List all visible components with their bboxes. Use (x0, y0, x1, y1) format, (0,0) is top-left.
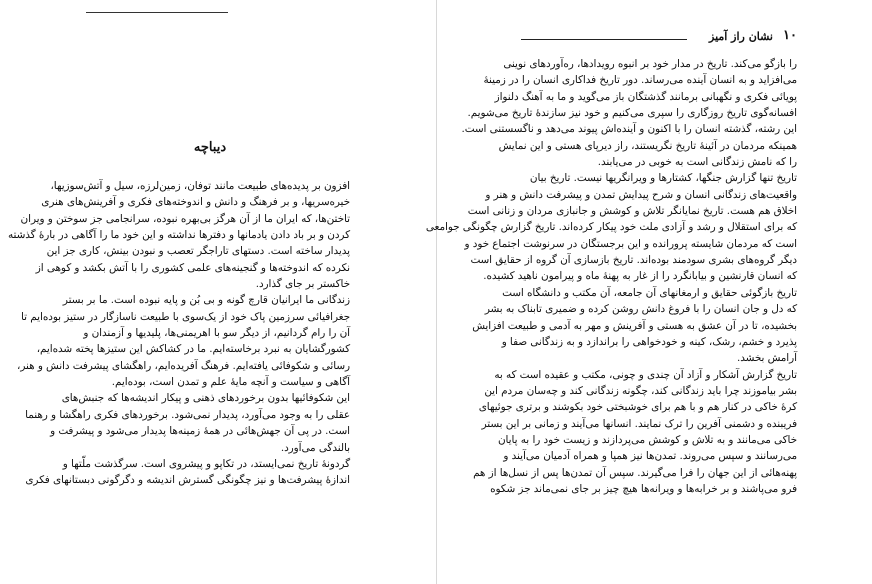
text-line: واقعیت‌های زندگانی انسان و شرح پیدایش تمدن و پیشرفت دانش و هنر و (485, 188, 797, 201)
text-line: همینکه مردمان در آئینهٔ تاریخ نگریستند، راز دیرپای هستی و این نمایش (498, 139, 797, 152)
left-body-text (8, 178, 350, 489)
text-line: را بازگو می‌کند. تاریخ در مدار خود بر انبوه رویدادها، ره‌آوردهای نوینی (503, 58, 797, 70)
text-line: دیگر گروه‌های بشری سودمند بوده‌اند. تاریخ بازسازی آن گروه از حقایق است (470, 254, 797, 267)
text-line: که برای استقلال و رشد و آزادی ملت خود پیکار کرده‌اند. تاریخ گزارش چگونگی جوامعی (425, 221, 797, 234)
text-line: خاکی می‌مانند و به تلاش و کوشش می‌پردازند و زیست خود را به پایان (497, 433, 797, 446)
text-line: تاریخ تنها گزارش جنگها، کشتارها و ویرانگریها نیست. تاریخ بیان (529, 172, 797, 185)
right-body-text (425, 56, 797, 497)
text-line: نکرده که اندوخته‌ها و گنجینه‌های علمی کشوری را با آتش بکشد و کوهی از (35, 261, 350, 274)
text-line: پذیرد و خشم، رشک، کینه و خودخواهی را براندازد و به زندگانی صفا و (501, 335, 797, 348)
text-line: کرهٔ خاکی در کنار هم و با هم برای خوشبختی خود بکوشند و برتری جوئیهای (478, 401, 797, 414)
text-line: تاریخ گزارش آشکار و آزاد آن چندی و چونی، مکتب و عقیده است که به (494, 368, 797, 381)
text-line: بشر بیاموزند چرا باید زندگانی کند، چگونه زندگانی کند و چه‌سان مردم این (484, 384, 797, 397)
text-line: که دل و جان انسان را با فروغ دانش روشن کرده و ضمیری تابناک به بشر (484, 303, 797, 316)
text-line: افزون بر پدیده‌های طبیعت مانند توفان، زمین‌لرزه، سیل و آتش‌سوزیها، (50, 180, 350, 192)
text-line: زندگانی ما ایرانیان قارچ گونه و بی بُن و پایه نبوده است. ما بر بستر (62, 294, 350, 307)
running-head (521, 28, 797, 48)
text-line: کشورگشایان به نبرد برخاسته‌ایم. ما در کشاکش این ستیزها پخته شده‌ایم، (36, 343, 350, 356)
text-line: این رشته، گذشته انسان را با اکنون و آینده‌اش پیوند می‌دهد و ناگسستنی است. (461, 123, 797, 136)
text-line: آن را رام گردانیم، از دیگر سو با اهریمنی‌ها، پلیدیها و آزمندان و (83, 327, 350, 340)
text-line: رسائی و شکوفائی یافته‌ایم. فرهنگ آفریده‌ایم، راهگشای پیشرفت دانش و هنر، (17, 359, 350, 372)
text-line: تاختن‌ها، که ایران ما از آن هرگز بی‌بهره نبوده، سرانجامی جز سوختن و ویران (20, 212, 350, 225)
text-line: آرامش بخشد. (737, 352, 797, 365)
text-line: بالندگی می‌آورد. (280, 441, 350, 454)
text-line: افسانه‌گوی تاریخ روزگاری را سپری می‌کنیم و خود نیز سازندهٔ تاریخ می‌شویم. (467, 107, 797, 120)
text-line: است. در پی آن جهش‌هائی در همهٔ زمینه‌ها پدیدار می‌شود و پیشرفت و (50, 425, 350, 438)
text-line: فرو می‌پاشند و بر خرابه‌ها و ویرانه‌ها هیچ چیز بر جای نمی‌ماند جز شکوه (490, 482, 797, 495)
text-line: کردن و بر باد دادن یادمانها و دفترها نداشته و این خود ما را آگاهی در بارهٔ گذشته (8, 229, 350, 242)
text-line: پویائی فکری و نگهبانی برمانند گذشتگان باز می‌گوید و ما به آهنگ دلنواز (494, 90, 797, 103)
text-line: تاریخ بازگوئی حقایق و ارمغانهای آن جامعه، آن مکتب و دانشگاه است (502, 286, 797, 299)
text-line: که انسان قارنشین و بیابانگرد را از غار به پهنهٔ ماه و پیرامون ناهید کشیده. (483, 270, 797, 283)
text-line: است که مردمان شایسته پرورانده و این برجستگان در سرنوشت اجتماع خود و (464, 237, 797, 250)
page-number: ۱۰ (783, 28, 797, 43)
text-line: می‌رسانند و سپس می‌روند. تمدن‌ها نیز همپا و همراه آدمیان می‌آیند و (503, 450, 797, 463)
text-line: خاکستر بر جای گذارد. (255, 278, 350, 291)
text-line: می‌افزاید و به انسان آینده می‌رساند. دور تاریخ فداکاری انسان را در زمینهٔ (483, 74, 797, 87)
text-line: خیره‌سریها، و بر فرهنگ و دانش و اندوخته‌های فکری و آفرینش‌های هنری (41, 196, 350, 209)
text-line: جغرافیائی سرزمین پاک خود از یک‌سوی با طبیعت ناسازگار در ستیز بوده‌ایم تا (21, 310, 350, 323)
right-page (425, 0, 872, 584)
header-rule (521, 39, 687, 40)
text-line: پدیدار ساخته است. دستهای تاراجگر تعصب و نبودن بینش، کاری جز این (46, 245, 350, 258)
text-line: عقلی را به وجود می‌آورد، پدیدار نمی‌شود. برخوردهای فکری راهگشا و رهنما (25, 408, 350, 421)
text-line: پهنه‌هائی از این جهان را فرا می‌گیرند. سپس آن تمدن‌ها پس از نسل‌ها از هم (473, 466, 797, 479)
top-rule (86, 12, 228, 13)
text-line: اخلاق هم هست. تاریخ نمایانگر تلاش و کوشش و جانبازی مردان و زنانی است (467, 205, 797, 218)
text-line: گردونهٔ تاریخ نمی‌ایستد، در تکاپو و پیشروی است. سرگذشت ملّتها و (62, 457, 350, 470)
text-line: را که نامش زندگانی است به خوبی در می‌یابند. (597, 156, 797, 169)
text-line: اندازهٔ پیشرفت‌ها و نیز چگونگی گسترش اندیشه و دگرگونی دبستانهای فکری (25, 474, 350, 487)
text-line: آگاهی و سیاست و آنچه مایهٔ علم و تمدن است، بوده‌ایم. (111, 376, 350, 389)
text-line: فریبنده و دشمنی آفرین را ترک نمایند. انسانها می‌آیند و زمانی بر این بستر (481, 417, 797, 430)
text-line: این شکوفائیها بدون برخوردهای ذهنی و پیکار اندیشه‌ها که جنبش‌های (61, 392, 350, 405)
running-title: نشان راز آمیز (709, 30, 773, 43)
chapter-heading: دیباچه (193, 140, 227, 155)
text-line: بخشیده، تا در آن عشق به هستی و آفرینش و مهر به آدمی و طبیعت افزایش (472, 319, 797, 332)
